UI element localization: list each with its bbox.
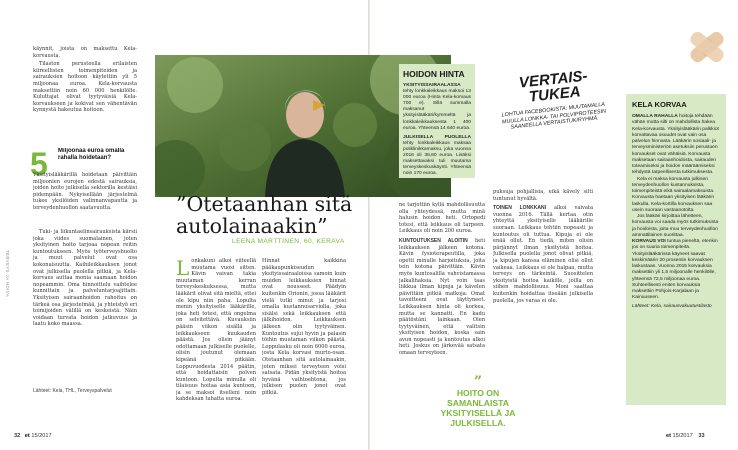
col4-intro: puksuja pohjallisia, eikä kävely silti tuntunut hyvältä. xyxy=(493,189,593,202)
fact-block xyxy=(58,148,138,162)
kela-sidebar xyxy=(626,94,726,405)
right-page-number: 33 xyxy=(698,433,705,439)
info-p2: tehty lonkkaleikkaus maksaa poliklinikkamaksu, joka vuonna 2016 oli 38,80 euroa. Lisäksi maksettavaksi tuli muutama terveyskeskuskäynti. Yhteensä noin 170 euroa. xyxy=(403,140,471,177)
right-footer-issue: 15/2017 xyxy=(672,433,693,439)
column1-bottom-text: Tuki- ja liikuntaelinsairauksista kärsii joka viides suomalainen, joten yksityinen hoito tarjoaa nopean reitin kuntoutukseen. Myös työterveyshuolto ja muut palvelut ovat osa kokonaisuutta. Kaihileikkauksen jonot ovat julkisella puolella pitkiä, ja Kela-korvaus auttaa monia saamaan hoidon nopeammin. Oma hinnoittelu vaihtelee kunnittain ja palveluntarjoajittain. Yksityisen sairaanhoidon rahoitus on tärkeä osa järjestelmää, ja yhteistyö eri toimijoiden välillä on keskeistä. Näin voidaan turvata hoidon jatkuvuus ja laatu koko maassa. xyxy=(33,229,137,328)
intro-text: käynnit, joista on maksettu Kela-korvausta. xyxy=(33,46,137,59)
column1-top-text: Tilaston perusteella erilaisten kiireellisten toimenpiteiden ja sairauksien hoitoon käytettiin yli 5 miljoonaa euroa. Kela-korvausta maksettiin noin 60 000 henkilölle. Kuluttajat olivat tyytyväisiä Kela-korvaukseen ja kokivat sen vähentävän kynnystä hakeutua hoitoon. xyxy=(33,61,137,114)
fact-number: 5 xyxy=(30,146,48,182)
info-p1: tehty lonkkaleikkaus maksoi 13 000 euroa (Hinta Kela-korvaus 700 e). Sillä summalla maksanut yksityislääkäri/kymmeltä ja lonkkaleikkauksesta 1 400 euroa. Yhteensä 14 640 euroa. xyxy=(403,89,471,131)
info-box-title: HOIDON HINTA xyxy=(403,69,465,79)
article-body-2: Hinnat kaikkina pääkaupunkiseudun yksityissairaaloissa samoin kuin muiden leikkauksien hinnat ovat nousseet. Päädyin kuitenkin Orionin, jossa lääkärit vielä tutki minut ja tarjosi omalla kustannusarviolla, joka sisälsi sekä leikkauksen että jälkihoidon. Leikkauksen jälkeen olin tyytyväinen. Kuntoutus sujui hyvin ja palasin töihin muutaman viikon päästä. Loppulasku oli noin 6000 euroa, josta Kela korvasi murto-osan. Otetaanhan sitä autolainaakin, joten miksei terveyteen voisi satsata. Pidän yksityistä hoitoa hyvänä vaihtoehtona, jos julkisen puolen jonot ovat pitkiä. xyxy=(262,258,346,396)
sidebar-source: Lähteet: Kela, sairausvakuutustilasto xyxy=(632,303,712,309)
drop-cap: L xyxy=(176,258,190,280)
sidebar-p3: Jos lääkäri kirjoittaa lähetteen, korvausta voi saada myös tutkimuksista ja hoidoista, joita muu terveydenhuollon ammattilainen suorittaa. xyxy=(632,214,719,238)
fact-title: Miljoonaa euroa omalla rahalla hoidetaan? xyxy=(58,148,125,161)
info-p1-lead: YKSITYISSAIRAALASSA xyxy=(403,83,461,88)
article-byline: LEENA MARTTINEN, 60, KERAVA xyxy=(232,238,345,245)
col3-subhead: KUNTOUTUKSEN ALOITIN xyxy=(399,237,468,244)
peer-support-tag xyxy=(498,67,610,131)
article-body-1: onkakuni alkoi viiteellä muutama vuosi sitten. Kävin vaivan takia muutaman kerran terveyskeskuksessa, mutta lääkärit olivat sitä mieltä, ettei ole kipu niin paha. Lopulta menin yksityiselle lääkärille, joka heti totesi, että ongelma on selvitettävä. Kuvauksiin pääsin viikon sisällä ja leikkaukseen kuukauden päästä. Jos olisin jäänyt odottamaan julkiselle puolelle, olisin joutunut olemaan kipeänä pitkään. Loppuvuodesta 2014 päätin, että hoidattaisin polven kuntoon. Lopulta minulla oli tilaisuus hoitaa asia kuntoon, ja se maksoi itselleni noin kahdeksan tuhatta euroa. xyxy=(176,258,256,403)
info-p2-lead: JULKISELLA PUOLELLA xyxy=(403,134,471,140)
article-headline: ”Otetaanhan sitä autolainaakin” xyxy=(176,192,353,238)
left-side-label: TERVEYS JA HOIVA xyxy=(5,250,10,298)
col4-body: alkoi vaivata vuonna 2016. Tällä kertaa otin yhteyttä yksityiselle lääkärille suoraan. Leikkaus tehtiin nopeasti ja kuntoutus oli tuttua. Kipuja ei ole enää ollut. En tiedä, miten olisin pärjännyt ilman yksityistä hoitoa. Julkisella puolella jonot olivat pitkiä, ja kipujen kanssa eläminen olisi ollut vaikeaa. Leikkaus ei ole halpaa, mutta terveys on tärkeintä. Suosittelen yksityistä hoitoa kaikille, joilla on siihen mahdollisuus. Moni saattaa kuitenkin hoidattaa itseään julkisella puolella, jos varaa ei ole. xyxy=(493,205,593,304)
left-page-number: 32 xyxy=(14,433,21,439)
left-column-bottom xyxy=(33,229,137,399)
left-footer-issue: 15/2017 xyxy=(31,433,52,439)
sidebar-p4-lead: KORVAUS VOI xyxy=(632,239,666,244)
sidebar-p4: tuntua pieneltä, etenkin jos on suuria toimenpiteitä. Yksityislääkärissä käyneet saavat keskimäärin 20 prosentin korvauksen laskustaan. Vuonna 2015 korvauksia maksettiin yli 1,5 miljoonalle henkilölle, yhteensä 72,5 miljoonaa euroa. Suhteellisesti eniten korvauksia maksettiin Pohjois-Karjalaan ja Kainuuseen. xyxy=(632,239,718,301)
sidebar-p1: hoitoja tehdään vähän mutta silti on mahdollista hakea Kela-korvausta. Yksityislääkärin palkkiot korvattavaa osuudet ovat vain osa palvelun hinnasta. Lääkärin sosiaali- ja terveysministeriön asetuksiin perustuen korvaukset ovat vähäisiä. Korvausta maksetaan sairaanhoidosta, sairauden toteamiseksi ja hoidon määräämiseksi tehdystä tarpeellisesta tutkimuksesta. xyxy=(632,114,719,176)
pull-quote xyxy=(435,374,521,428)
right-footer-mag: et xyxy=(666,433,671,439)
left-column-top xyxy=(33,46,137,146)
tag-title: VERTAIS-TUKEA xyxy=(518,67,589,106)
sidebar-p1-lead: OMALLA RAHALLA xyxy=(632,114,678,119)
left-footer xyxy=(14,433,52,439)
sidebar-title: KELA KORVAA xyxy=(632,100,687,109)
source-label: Lähteet: Kela, THL, Terveyspalvelut xyxy=(33,388,112,394)
tag-text: LOHTUA FACEBOOKISTA: MUUTAMALLA MUULLA LONKKA- TAI POLVIPROTEESIN SAANEELLA VERTAISTUKIRYHMÄ. xyxy=(501,101,607,131)
fact-text-block xyxy=(33,172,137,227)
article-column-1 xyxy=(176,258,256,430)
pull-quote-text: HOITO ON SAMANLAISTA YKSITYISELLÄ JA JULKISELLA. xyxy=(440,388,516,428)
article-column-3 xyxy=(399,202,485,367)
right-footer xyxy=(666,433,708,439)
fact-text: Yksityislääkärillä hoidetaan päivittäin miljoonien eurojen edestä sairauksia, joiden hoito julkisella sektorilla kestäisi pidempään. Nykyisellään järjestelmä tukee yksilöiden valinnanvapautta ja terveydenhuollon saatavuutta. xyxy=(33,172,137,211)
col3-text: heti leikkauksen jälkeen kotona. Kävin fysioterapeutilla, joka opetti minulle harjoituksia, joita tein kotona päivittäin. Kävin myös kuntosalilla vahvistamassa jalkalihaksia. Nyt voin taas liikkua ilman kipuja ja kävelen päivittäin pitkiä matkoja. Omat tavoitteeni ovat täyttyneet. Leikkauksen hinta oli korkea, mutta se kannatti. En kadu päätöstäni lainkaan. Olen tyytyväinen, että valitsin yksityisen hoidon, koska sain avun nopeasti ja kuntoutus alkoi heti. Joskus on järkevää satsata omaan terveyteen. xyxy=(399,237,485,357)
price-info-box xyxy=(399,64,475,178)
bandage-icon xyxy=(684,24,730,70)
article-body-3: ne tarjottiin kyllä mahdollisuutta olla yhteydessä, mutta minä halusin hoidon heti. Ortopedi totesi, että leikkaus oli tarpeen. Leikkaus oli noin 200 euroa. xyxy=(399,202,485,235)
col4-subhead: TOINEN LONKKANI xyxy=(493,205,546,212)
left-footer-mag: et xyxy=(24,433,30,439)
sidebar-p2: Kela ei maksa korvausta julkisen terveydenhuollon kustannuksista, toimenpiteistä eikä sairaalamaksuista. Korvausta haetaan yksityisen lääkärin laskulla. Kela-kortilla korvauksen saa usein suoraan vastaanotolta. xyxy=(632,176,715,213)
quote-mark-icon: ” xyxy=(473,374,483,390)
article-column-2 xyxy=(262,258,346,430)
